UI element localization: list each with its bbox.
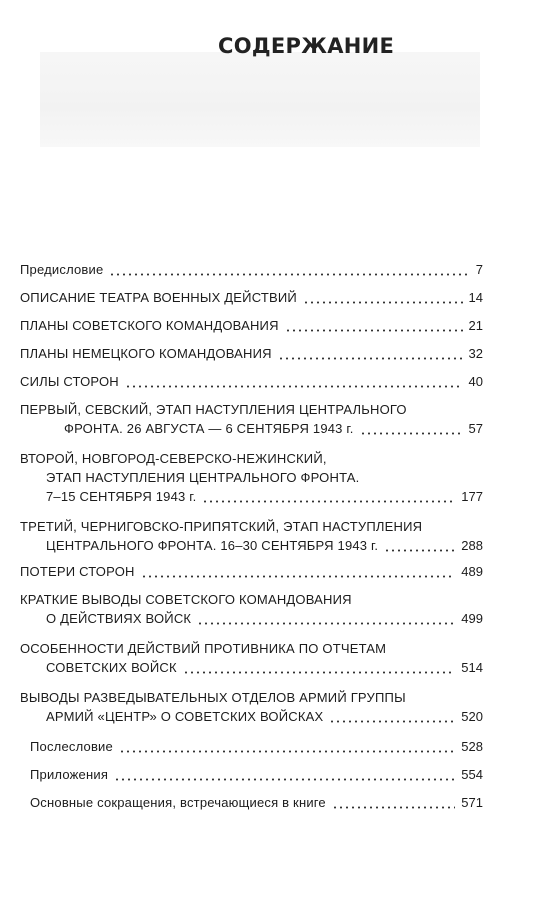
dot-leader xyxy=(278,346,463,362)
toc-page-number: 514 xyxy=(461,660,483,675)
dot-leader xyxy=(384,538,455,554)
toc-page-number: 14 xyxy=(468,290,483,305)
toc-entry-text: ФРОНТА. 26 АВГУСТА — 6 СЕНТЯБРЯ 1943 г. xyxy=(64,421,354,436)
dot-leader xyxy=(114,767,455,783)
toc-page-number: 571 xyxy=(461,795,483,810)
toc-entry-text: Приложения xyxy=(30,767,109,782)
dot-leader xyxy=(360,421,463,437)
toc-page-number: 489 xyxy=(461,564,483,579)
dot-leader xyxy=(125,374,463,390)
toc-page-number: 57 xyxy=(468,421,483,436)
toc-entry-text: Послесловие xyxy=(30,739,113,754)
toc-entry-text: ПЛАНЫ СОВЕТСКОГО КОМАНДОВАНИЯ xyxy=(20,318,279,333)
toc-page-number: 288 xyxy=(461,538,483,553)
toc-entry-text: ПОТЕРИ СТОРОН xyxy=(20,564,135,579)
dot-leader xyxy=(202,489,455,505)
dot-leader xyxy=(285,318,463,334)
toc-page-number: 40 xyxy=(468,374,483,389)
toc-page-number: 21 xyxy=(468,318,483,333)
toc-entry-text: ПЕРВЫЙ, СЕВСКИЙ, ЭТАП НАСТУПЛЕНИЯ ЦЕНТРАЛЬНОГО xyxy=(20,402,407,417)
toc-page-number: 499 xyxy=(461,611,483,626)
toc-page-number: 177 xyxy=(461,489,483,504)
toc-entry-text: ВЫВОДЫ РАЗВЕДЫВАТЕЛЬНЫХ ОТДЕЛОВ АРМИЙ ГРУППЫ xyxy=(20,690,406,705)
dot-leader xyxy=(119,739,455,755)
toc-entry-text: АРМИЙ «ЦЕНТР» О СОВЕТСКИХ ВОЙСКАХ xyxy=(46,709,324,724)
toc-entry-text: ВТОРОЙ, НОВГОРОД-СЕВЕРСКО-НЕЖИНСКИЙ, xyxy=(20,451,327,466)
dot-leader xyxy=(141,564,455,580)
toc-page-number: 528 xyxy=(461,739,483,754)
toc-entry-text: ПЛАНЫ НЕМЕЦКОГО КОМАНДОВАНИЯ xyxy=(20,346,272,361)
toc-page-number: 7 xyxy=(475,262,483,277)
toc-entry-text: О ДЕЙСТВИЯХ ВОЙСК xyxy=(46,611,192,626)
toc-entry-text: ОСОБЕННОСТИ ДЕЙСТВИЙ ПРОТИВНИКА ПО ОТЧЕТАМ xyxy=(20,641,387,656)
dot-leader xyxy=(183,660,455,676)
toc-page-number: 554 xyxy=(461,767,483,782)
dot-leader xyxy=(109,262,470,278)
dot-leader xyxy=(303,290,463,306)
toc-entry-text: Основные сокращения, встречающиеся в книге xyxy=(30,795,326,810)
toc-entry-text: СИЛЫ СТОРОН xyxy=(20,374,119,389)
toc-entry-text: ТРЕТИЙ, ЧЕРНИГОВСКО-ПРИПЯТСКИЙ, ЭТАП НАСТУПЛЕНИЯ xyxy=(20,519,423,534)
toc-entry-text: СОВЕТСКИХ ВОЙСК xyxy=(46,660,177,675)
toc-page-number: 32 xyxy=(468,346,483,361)
toc-entry-text: Предисловие xyxy=(20,262,104,277)
toc-entry-text: ОПИСАНИЕ ТЕАТРА ВОЕННЫХ ДЕЙСТВИЙ xyxy=(20,290,297,305)
toc-page-number: 520 xyxy=(461,709,483,724)
dot-leader xyxy=(329,709,455,725)
toc-entry-text: ЦЕНТРАЛЬНОГО ФРОНТА. 16–30 СЕНТЯБРЯ 1943 г. xyxy=(46,538,379,553)
page-title: СОДЕРЖАНИЕ xyxy=(218,34,395,58)
dot-leader xyxy=(332,795,455,811)
toc-entry-text: 7–15 СЕНТЯБРЯ 1943 г. xyxy=(46,489,197,504)
toc-entry-text: КРАТКИЕ ВЫВОДЫ СОВЕТСКОГО КОМАНДОВАНИЯ xyxy=(20,592,352,607)
dot-leader xyxy=(197,611,455,627)
toc-entry-text: ЭТАП НАСТУПЛЕНИЯ ЦЕНТРАЛЬНОГО ФРОНТА. xyxy=(46,470,360,485)
